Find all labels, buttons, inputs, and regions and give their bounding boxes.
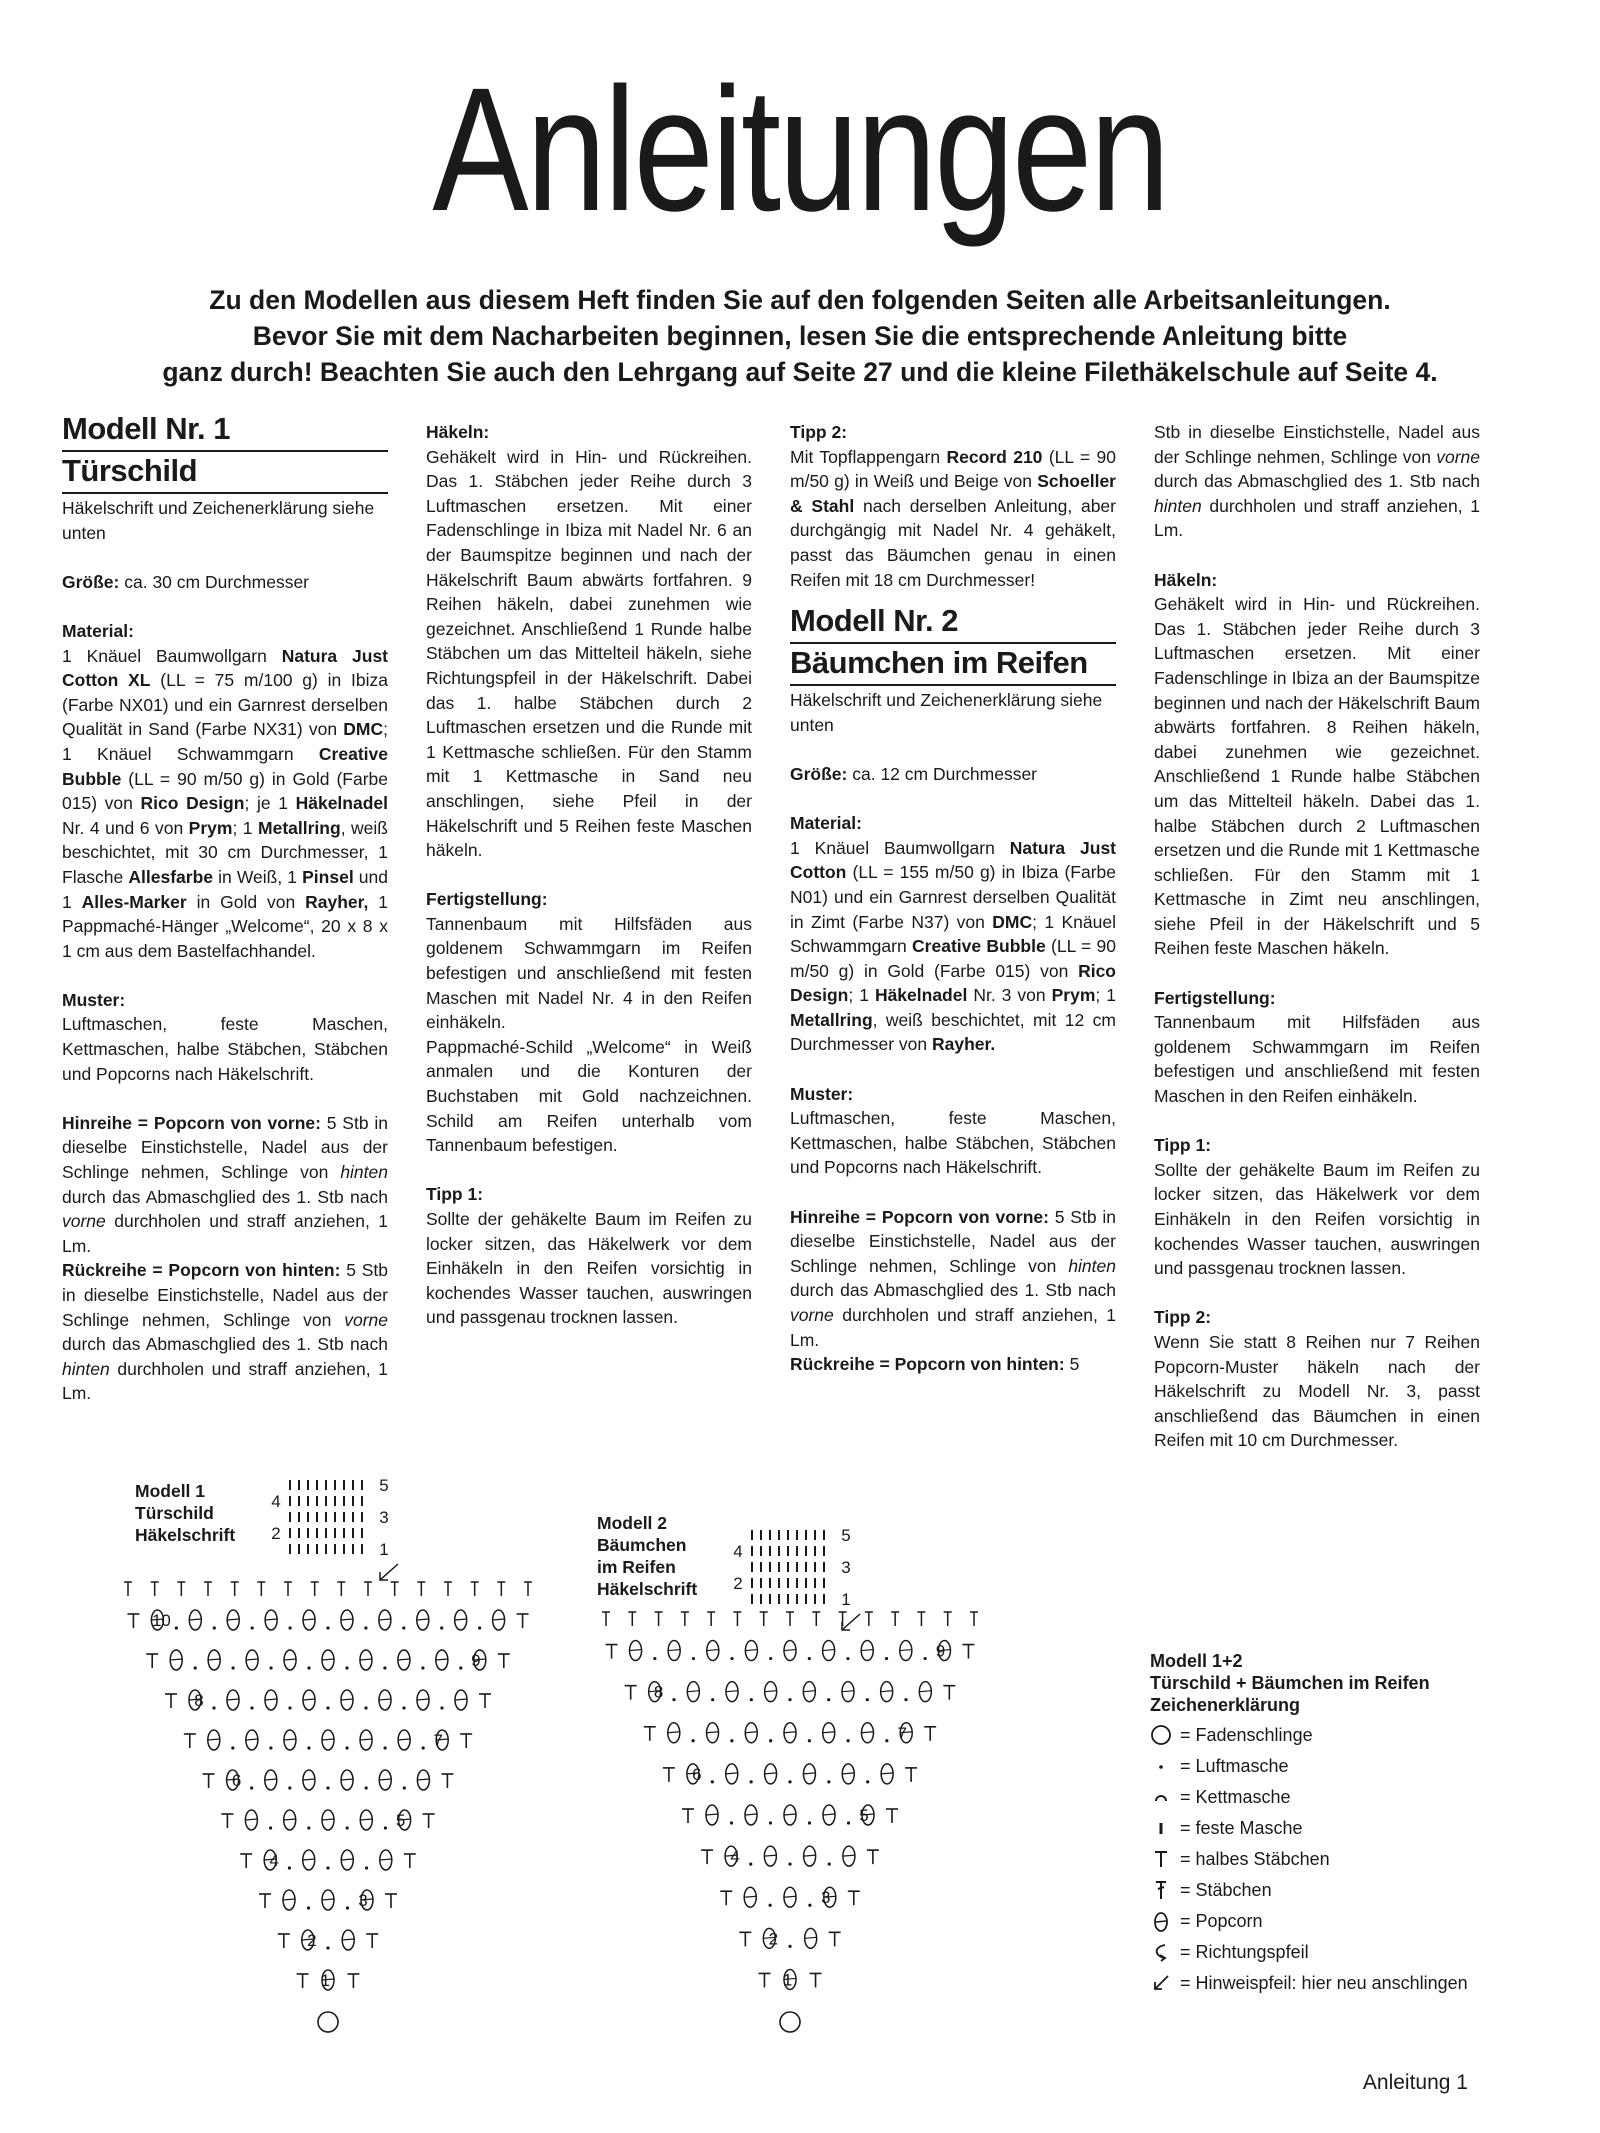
chain-stitch (364, 1706, 367, 1709)
chain-stitch (885, 1657, 888, 1660)
row-number: 1 (320, 1971, 331, 1990)
model-2-rueckreihe-start: Rückreihe = Popcorn von hinten: 5 (790, 1354, 1080, 1375)
intro-line: ganz durch! Beachten Sie auch den Lehrgang auf Seite 27 und die kleine Filethäkelschule auf Seite 4. (162, 357, 1438, 387)
model-2-fertig-label: Fertigstellung: (1154, 987, 1276, 1008)
model-1-haekeln-label: Häkeln: (426, 422, 490, 442)
model-2-tipp2: Wenn Sie statt 8 Reihen nur 7 Reihen Popcorn-Muster häkeln nach der Häkelschrift zu Modell Nr. 3, passt anschließend das Bäumchen in einen Reifen mit 10 cm Durchmesser. (1154, 1331, 1480, 1451)
popcorn-stitch-bar (341, 1859, 353, 1860)
model-2-size: Größe: ca. 12 cm Durchmesser (790, 763, 1038, 784)
popcorn-stitch-bar (707, 1732, 719, 1733)
chain-stitch (345, 1666, 348, 1669)
chain-stitch (924, 1657, 927, 1660)
chain-stitch (307, 1826, 310, 1829)
model-1-fertig-label: Fertigstellung: (426, 889, 548, 910)
legend-row: = Fadenschlinge (1150, 1720, 1468, 1751)
trunk-row-number: 2 (271, 1524, 281, 1543)
luftmasche-icon (1150, 1755, 1172, 1777)
chain-stitch (175, 1626, 178, 1629)
row-number: 4 (730, 1847, 740, 1867)
chart-1-label: Modell 1 Türschild Häkelschrift (135, 1481, 236, 1545)
intro-line: Bevor Sie mit dem Nacharbeiten beginnen, lesen Sie die entsprechende Anleitung bitte (252, 321, 1348, 351)
chain-stitch (383, 1666, 386, 1669)
chain-stitch (788, 1945, 791, 1948)
chain-stitch (788, 1698, 791, 1701)
model-1-fertig-2: Pappmaché-Schild „Welcome“ in Weiß anmalen und die Konturen der Buchstaben mit Gold nachzeichnen. Schild am Reifen unterhalb vom Tannenbaum befestigen. (426, 1036, 752, 1156)
model-1-size: Größe: ca. 30 cm Durchmesser (62, 571, 310, 592)
chain-stitch (269, 1746, 272, 1749)
chain-stitch (788, 1863, 791, 1866)
popcorn-stitch-bar (379, 1699, 391, 1700)
chain-stitch (808, 1821, 811, 1824)
popcorn-stitch-bar (322, 1739, 334, 1740)
legend-row: = Popcorn (1150, 1906, 1468, 1937)
chain-stitch (269, 1826, 272, 1829)
popcorn-stitch-bar (765, 1773, 777, 1774)
model-2-fertig: Tannenbaum mit Hilfsfäden aus goldenem Schwammgarn im Reifen befestigen und anschließend mit festen Maschen in den Reifen einhäkeln. (1154, 1012, 1480, 1107)
chain-stitch (421, 1666, 424, 1669)
popcorn-stitch-bar (360, 1659, 372, 1660)
staebchen-icon (1150, 1879, 1172, 1901)
chain-stitch (827, 1698, 830, 1701)
chain-stitch (692, 1657, 695, 1660)
popcorn-stitch-bar (823, 1650, 835, 1651)
chain-stitch (711, 1780, 714, 1783)
chain-stitch (364, 1626, 367, 1629)
page-footer: Anleitung 1 (1362, 2071, 1468, 2094)
legend-title: Modell 1+2 (1150, 1651, 1243, 1671)
popcorn-stitch-bar (784, 1732, 796, 1733)
popcorn-stitch-bar (805, 1937, 817, 1938)
legend-row: = Stäbchen (1150, 1875, 1468, 1906)
chain-stitch (250, 1706, 253, 1709)
chain-stitch (307, 1746, 310, 1749)
chain-stitch (788, 1780, 791, 1783)
popcorn-stitch-bar (745, 1650, 757, 1651)
chain-stitch (769, 1739, 772, 1742)
crochet-chart-2 (590, 1500, 1010, 2060)
popcorn-stitch-bar (379, 1779, 391, 1780)
chain-stitch (212, 1706, 215, 1709)
legend-row: = feste Masche (1150, 1813, 1468, 1844)
chain-stitch (326, 1946, 329, 1949)
model-2-note: Häkelschrift und Zeichenerklärung siehe unten (790, 690, 1103, 735)
row-number: 7 (433, 1731, 443, 1750)
chain-stitch (403, 1786, 406, 1789)
chain-stitch (194, 1666, 197, 1669)
column-1 (62, 410, 388, 1406)
model-1-muster: Luftmaschen, feste Maschen, Kettmaschen, halbe Stäbchen, Stäbchen und Popcorns nach Häkelschrift. (62, 1014, 388, 1084)
trunk-row-number: 1 (379, 1540, 389, 1559)
row-number: 8 (653, 1682, 664, 1702)
popcorn-stitch-bar (668, 1732, 680, 1733)
chain-stitch (326, 1706, 329, 1709)
model-1-rueckreihe: Rückreihe = Popcorn von hinten: 5 Stb in dieselbe Einstichstelle, Nadel aus der Schlinge nehmen, Schlinge von vorne durch das Abmaschglied des 1. Stb nach hinten durchholen und straff anziehen, 1 Lm. (62, 1260, 388, 1404)
chain-stitch (847, 1821, 850, 1824)
legend-row: = halbes Stäbchen (1150, 1844, 1468, 1875)
model-2-muster: Luftmaschen, feste Maschen, Kettmaschen, halbe Stäbchen, Stäbchen und Popcorns nach Häkelschrift. (790, 1108, 1116, 1178)
popcorn-stitch-bar (417, 1779, 429, 1780)
popcorn-stitch-bar (227, 1619, 239, 1620)
popcorn-stitch-bar (784, 1896, 796, 1897)
chain-stitch (346, 1826, 349, 1829)
chain-stitch (440, 1626, 443, 1629)
popcorn-stitch-bar (706, 1814, 718, 1815)
model-2-tipp2-label: Tipp 2: (1154, 1307, 1212, 1328)
chain-stitch (769, 1657, 772, 1660)
popcorn-stitch-bar (322, 1899, 334, 1900)
model-1-fertig-1: Tannenbaum mit Hilfsfäden aus goldenem Schwammgarn im Reifen befestigen und anschließend mit festen Maschen mit Nadel Nr. 4 in den Reifen einhäkeln. (426, 913, 752, 1033)
popcorn-stitch-bar (881, 1691, 893, 1692)
popcorn-stitch-bar (784, 1650, 796, 1651)
popcorn-stitch-bar (744, 1896, 756, 1897)
start-ring (318, 2012, 338, 2032)
popcorn-stitch-bar (284, 1739, 296, 1740)
trunk-row-number: 5 (379, 1476, 389, 1495)
chain-stitch (326, 1866, 329, 1869)
popcorn-stitch-bar (881, 1773, 893, 1774)
row-number: 2 (768, 1929, 779, 1949)
popcorn-stitch-bar (341, 1779, 353, 1780)
chain-stitch (251, 1626, 254, 1629)
model-2-material: 1 Knäuel Baumwollgarn Natura Just Cotton (LL = 155 m/50 g) in Ibiza (Farbe N01) und ein Garnrest derselben Qualität in Zimt (Farbe N37) von DMC; 1 Knäuel Schwammgarn Creative Bubble (LL = 90 m/50 g) in Gold (Farbe 015) von Rico Design; 1 Häkelnadel Nr. 3 von Prym; 1 Metallring, weiß beschichtet, mit 12 cm Durchmesser von Rayher. (790, 837, 1117, 1055)
popcorn-stitch-bar (803, 1691, 815, 1692)
model-2-hinreihe: Hinreihe = Popcorn von vorne: 5 Stb in dieselbe Einstichstelle, Nadel aus der Schlinge nehmen, Schlinge von hinten durch das Abmaschglied des 1. Stb nach vorne durchholen und straff anziehen, 1 Lm. (790, 1206, 1116, 1350)
trunk-row-number: 3 (841, 1558, 851, 1577)
model-2-haekeln: Gehäkelt wird in Hin- und Rückreihen. Das 1. Stäbchen jeder Reihe durch 3 Luftmaschen ersetzen. Mit einer Fadenschlinge in Ibiza an der Baumspitze beginnen und nach der Häkelschrift Baum abwärts fortfahren. 8 Reihen häkeln, dabei zunehmen wie gezeichnet. Anschließend 1 Runde halbe Stäbchen um das Mittelteil häkeln. Dabei das 1. halbe Stäbchen durch 2 Luftmaschen ersetzen und die Runde mit 1 Kettmasche schließen. Für den Stamm mit 1 Kettmasche in Zimt neu anschlingen, siehe Pfeil in der Häkelschrift und 5 Reihen feste Maschen häkeln. (1154, 594, 1480, 959)
row-number: 3 (358, 1891, 368, 1910)
popcorn-stitch-bar (861, 1732, 873, 1733)
model-1-tipp2: Mit Topflappengarn Record 210 (LL = 90 m/50 g) in Weiß und Beige von Schoeller & Stahl nach derselben Anleitung, aber durchgängig mit Nadel Nr. 4 gehäkelt, passt das Bäumchen genau in einen Reifen mit 18 cm Durchmesser! (790, 446, 1117, 590)
chain-stitch (847, 1739, 850, 1742)
chain-stitch (232, 1666, 235, 1669)
trunk-row-number: 4 (733, 1542, 743, 1561)
row-number: 9 (471, 1651, 481, 1670)
legend-subtitle: Türschild + Bäumchen im Reifen (1150, 1673, 1430, 1693)
popcorn-stitch-bar (804, 1855, 816, 1856)
model-2-tipp1-label: Tipp 1: (1154, 1135, 1212, 1156)
chain-stitch (730, 1739, 733, 1742)
legend-row: = Kettmasche (1150, 1782, 1468, 1813)
model-1-tipp1-label: Tipp 1: (426, 1184, 484, 1205)
chain-stitch (459, 1666, 462, 1669)
popcorn-stitch-bar (189, 1619, 201, 1620)
chain-stitch (345, 1746, 348, 1749)
chain-stitch (384, 1746, 387, 1749)
model-1-material-label: Material: (62, 620, 134, 641)
chain-stitch (346, 1906, 349, 1909)
popcorn-stitch-bar (303, 1859, 315, 1860)
popcorn-stitch-bar (341, 1699, 353, 1700)
row-number: 2 (307, 1931, 317, 1950)
richtungspfeil-icon (1150, 1941, 1172, 1963)
chain-stitch (808, 1739, 811, 1742)
popcorn-stitch-bar (303, 1699, 315, 1700)
legend-row: = Richtungspfeil (1150, 1937, 1468, 1968)
chain-stitch (730, 1657, 733, 1660)
popcorn-stitch-bar (764, 1855, 776, 1856)
popcorn-stitch-bar (245, 1819, 257, 1820)
row-number: 10 (151, 1611, 171, 1630)
model-1-note: Häkelschrift und Zeichenerklärung siehe unten (62, 498, 375, 543)
chain-stitch (769, 1904, 772, 1907)
popcorn-stitch-bar (246, 1739, 258, 1740)
chain-stitch (440, 1706, 443, 1709)
chain-stitch (402, 1706, 405, 1709)
hinweispfeil-icon (1150, 1972, 1172, 1994)
column-2 (426, 420, 752, 1330)
row-number: 9 (935, 1641, 946, 1661)
chain-stitch (885, 1739, 888, 1742)
model-2-tipp1: Sollte der gehäkelte Baum im Reifen zu locker sitzen, das Häkelwerk vor dem Einhäkeln in den Reifen vorsichtig in kochendes Wasser tauchen, auswringen und passgenau trocknen lassen. (1154, 1159, 1480, 1279)
chain-stitch (307, 1666, 310, 1669)
model-1-haekeln: Gehäkelt wird in Hin- und Rückreihen. Das 1. Stäbchen jeder Reihe durch 3 Luftmaschen ersetzen. Mit einer Fadenschlinge in Ibiza mit Nadel Nr. 6 an der Baumspitze beginnen und nach der Häkelschrift Baum abwärts fortfahren. 9 Reihen häkeln, dabei zunehmen wie gezeichnet. Anschließend 1 Runde halbe Stäbchen um das Mittelteil häkeln, siehe Richtungspfeil in der Häkelschrift. Dabei das 1. halbe Stäbchen durch 2 Luftmaschen ersetzen und die Runde mit 1 Kettmasche schließen. Für den Stamm mit 1 Kettmasche in Sand neu anschlingen, siehe Pfeil in der Häkelschrift und 5 Reihen feste Maschen häkeln. (426, 446, 752, 861)
chain-stitch (750, 1780, 753, 1783)
popcorn-stitch-bar (303, 1779, 315, 1780)
page-title: Anleitungen (432, 52, 1168, 248)
chain-stitch (866, 1780, 869, 1783)
popcorn-stitch-bar (303, 1619, 315, 1620)
column-4 (1154, 420, 1480, 1453)
popcorn-stitch-bar (379, 1619, 391, 1620)
popcorn-stitch-bar (322, 1659, 334, 1660)
chain-stitch (326, 1786, 329, 1789)
feste-masche-icon (1150, 1817, 1172, 1839)
popcorn-stitch-bar (265, 1779, 277, 1780)
chain-stitch (231, 1746, 234, 1749)
intro-text (60, 282, 1540, 390)
chain-stitch (828, 1863, 831, 1866)
intro-line: Zu den Modellen aus diesem Heft finden Sie auf den folgenden Seiten alle Arbeitsanleitungen. (209, 285, 1391, 315)
model-1-subheading: Türschild (62, 452, 388, 494)
chart-2-label: Modell 2 Bäumchen im Reifen Häkelschrift (597, 1513, 698, 1599)
legend-row: = Luftmasche (1150, 1751, 1468, 1782)
model-1-tipp2-label: Tipp 2: (790, 422, 848, 442)
chain-stitch (749, 1863, 752, 1866)
popcorn-stitch-bar (284, 1819, 296, 1820)
row-number: 4 (269, 1851, 279, 1870)
chain-stitch (827, 1780, 830, 1783)
popcorn-stitch-bar (436, 1659, 448, 1660)
popcorn-stitch-bar (417, 1619, 429, 1620)
popcorn-stitch-bar (341, 1619, 353, 1620)
chain-stitch (365, 1786, 368, 1789)
popcorn-stitch-bar (726, 1691, 738, 1692)
chain-stitch (250, 1786, 253, 1789)
row-number: 6 (692, 1764, 702, 1784)
chain-stitch (288, 1626, 291, 1629)
model-1-muster-label: Muster: (62, 989, 126, 1010)
popcorn-icon (1150, 1910, 1172, 1932)
chain-stitch (478, 1626, 481, 1629)
chain-stitch (269, 1666, 272, 1669)
chain-stitch (769, 1821, 772, 1824)
popcorn-stitch-bar (687, 1691, 699, 1692)
popcorn-stitch-bar (360, 1819, 372, 1820)
popcorn-stitch-bar (208, 1739, 220, 1740)
model-2-rueckreihe-cont: Stb in dieselbe Einstichstelle, Nadel aus der Schlinge nehmen, Schlinge von vorne durch das Abmaschglied des 1. Stb nach hinten durchholen und straff anziehen, 1 Lm. (1154, 422, 1480, 541)
popcorn-stitch-bar (283, 1899, 295, 1900)
popcorn-stitch-bar (398, 1659, 410, 1660)
chart-legend (1150, 1650, 1468, 1999)
popcorn-stitch-bar (398, 1739, 410, 1740)
model-2-heading: Modell Nr. 2 (790, 602, 1116, 644)
row-number: 1 (782, 1970, 793, 1990)
popcorn-stitch-bar (861, 1650, 873, 1651)
popcorn-stitch-bar (360, 1739, 372, 1740)
trunk-row-number: 3 (379, 1508, 389, 1527)
chain-stitch (711, 1698, 714, 1701)
popcorn-stitch-bar (900, 1650, 912, 1651)
model-2-muster-label: Muster: (790, 1083, 854, 1104)
popcorn-stitch-bar (417, 1699, 429, 1700)
chain-stitch (288, 1786, 291, 1789)
legend-row: = Hinweispfeil: hier neu anschlingen (1150, 1968, 1468, 1999)
popcorn-stitch-bar (707, 1650, 719, 1651)
popcorn-stitch-bar (823, 1814, 835, 1815)
row-number: 6 (231, 1771, 242, 1790)
chain-stitch (402, 1626, 405, 1629)
popcorn-stitch-bar (745, 1732, 757, 1733)
row-number: 5 (395, 1811, 406, 1830)
popcorn-stitch-bar (246, 1659, 258, 1660)
popcorn-stitch-bar (842, 1691, 854, 1692)
model-2-subheading: Bäumchen im Reifen (790, 644, 1116, 686)
chain-stitch (672, 1698, 675, 1701)
popcorn-stitch-bar (265, 1619, 277, 1620)
column-3 (790, 420, 1116, 1377)
popcorn-stitch-bar (322, 1819, 334, 1820)
chain-stitch (288, 1706, 291, 1709)
popcorn-stitch-bar (784, 1814, 796, 1815)
chain-stitch (750, 1698, 753, 1701)
chain-stitch (422, 1746, 425, 1749)
popcorn-stitch-bar (630, 1650, 642, 1651)
popcorn-stitch-bar (455, 1699, 467, 1700)
popcorn-stitch-bar (745, 1814, 757, 1815)
chain-stitch (288, 1866, 291, 1869)
trunk-row-number: 5 (841, 1526, 851, 1545)
popcorn-stitch-bar (843, 1855, 855, 1856)
popcorn-stitch-bar (842, 1773, 854, 1774)
hinweispfeil-mark (842, 1614, 860, 1630)
chain-stitch (307, 1906, 310, 1909)
chain-stitch (213, 1626, 216, 1629)
model-2-material-label: Material: (790, 813, 862, 834)
popcorn-stitch-bar (765, 1691, 777, 1692)
model-1-heading: Modell Nr. 1 (62, 410, 388, 452)
popcorn-stitch-bar (265, 1699, 277, 1700)
popcorn-stitch-bar (342, 1939, 354, 1940)
fadenschlinge-icon (1150, 1724, 1172, 1746)
chain-stitch (846, 1657, 849, 1660)
popcorn-stitch-bar (803, 1773, 815, 1774)
row-number: 3 (821, 1888, 831, 1908)
popcorn-stitch-bar (284, 1659, 296, 1660)
popcorn-stitch-bar (823, 1732, 835, 1733)
chain-stitch (365, 1866, 368, 1869)
start-ring (780, 2012, 800, 2032)
model-1-hinreihe: Hinreihe = Popcorn von vorne: 5 Stb in dieselbe Einstichstelle, Nadel aus der Schlinge nehmen, Schlinge von hinten durch das Abmaschglied des 1. Stb nach vorne durchholen und straff anziehen, 1 Lm. (62, 1112, 388, 1256)
model-1-tipp1: Sollte der gehäkelte Baum im Reifen zu locker sitzen, das Häkelwerk vor dem Einhäkeln in den Reifen vorsichtig in kochendes Wasser tauchen, auswringen und passgenau trocknen lassen. (426, 1209, 752, 1328)
chain-stitch (692, 1739, 695, 1742)
popcorn-stitch-bar (208, 1659, 220, 1660)
popcorn-stitch-bar (726, 1773, 738, 1774)
chain-stitch (653, 1657, 656, 1660)
legend-subtitle-2: Zeichenerklärung (1150, 1695, 1301, 1715)
row-number: 5 (859, 1806, 869, 1825)
kettmasche-icon (1150, 1786, 1172, 1808)
chain-stitch (808, 1904, 811, 1907)
hinweispfeil-mark (380, 1564, 398, 1580)
row-number: 8 (194, 1691, 204, 1710)
popcorn-stitch-bar (455, 1619, 467, 1620)
popcorn-stitch-bar (919, 1691, 931, 1692)
trunk-row-number: 1 (841, 1590, 851, 1609)
model-1-material: 1 Knäuel Baumwollgarn Natura Just Cotton XL (LL = 75 m/100 g) in Ibiza (Farbe NX01) und ein Garnrest derselben Qualität in Sand (Farbe NX31) von DMC; 1 Knäuel Schwammgarn Creative Bubble (LL = 90 m/50 g) in Gold (Farbe 015) von Rico Design; je 1 Häkelnadel Nr. 4 und 6 von Prym; 1 Metallring, weiß beschichtet, mit 30 cm Durchmesser, 1 Flasche Allesfarbe in Weiß, 1 Pinsel und 1 Alles-Marker in Gold von Rayher, 1 Pappmaché-Hänger „Welcome“, 20 x 8 x 1 cm aus dem Bastelfachhandel. (62, 645, 388, 961)
crochet-chart-1 (98, 1460, 558, 2040)
chain-stitch (866, 1698, 869, 1701)
popcorn-stitch-bar (668, 1650, 680, 1651)
trunk-row-number: 4 (271, 1492, 281, 1511)
popcorn-stitch-bar (493, 1619, 505, 1620)
chain-stitch (904, 1698, 907, 1701)
chain-stitch (326, 1626, 329, 1629)
row-number: 7 (897, 1723, 907, 1743)
popcorn-stitch-bar (380, 1859, 392, 1860)
chain-stitch (808, 1657, 811, 1660)
chain-stitch (384, 1826, 387, 1829)
chain-stitch (730, 1821, 733, 1824)
model-2-haekeln-label: Häkeln: (1154, 569, 1218, 590)
halbes-staebchen-icon (1150, 1848, 1172, 1870)
trunk-row-number: 2 (733, 1574, 743, 1593)
popcorn-stitch-bar (227, 1699, 239, 1700)
popcorn-stitch-bar (170, 1659, 182, 1660)
